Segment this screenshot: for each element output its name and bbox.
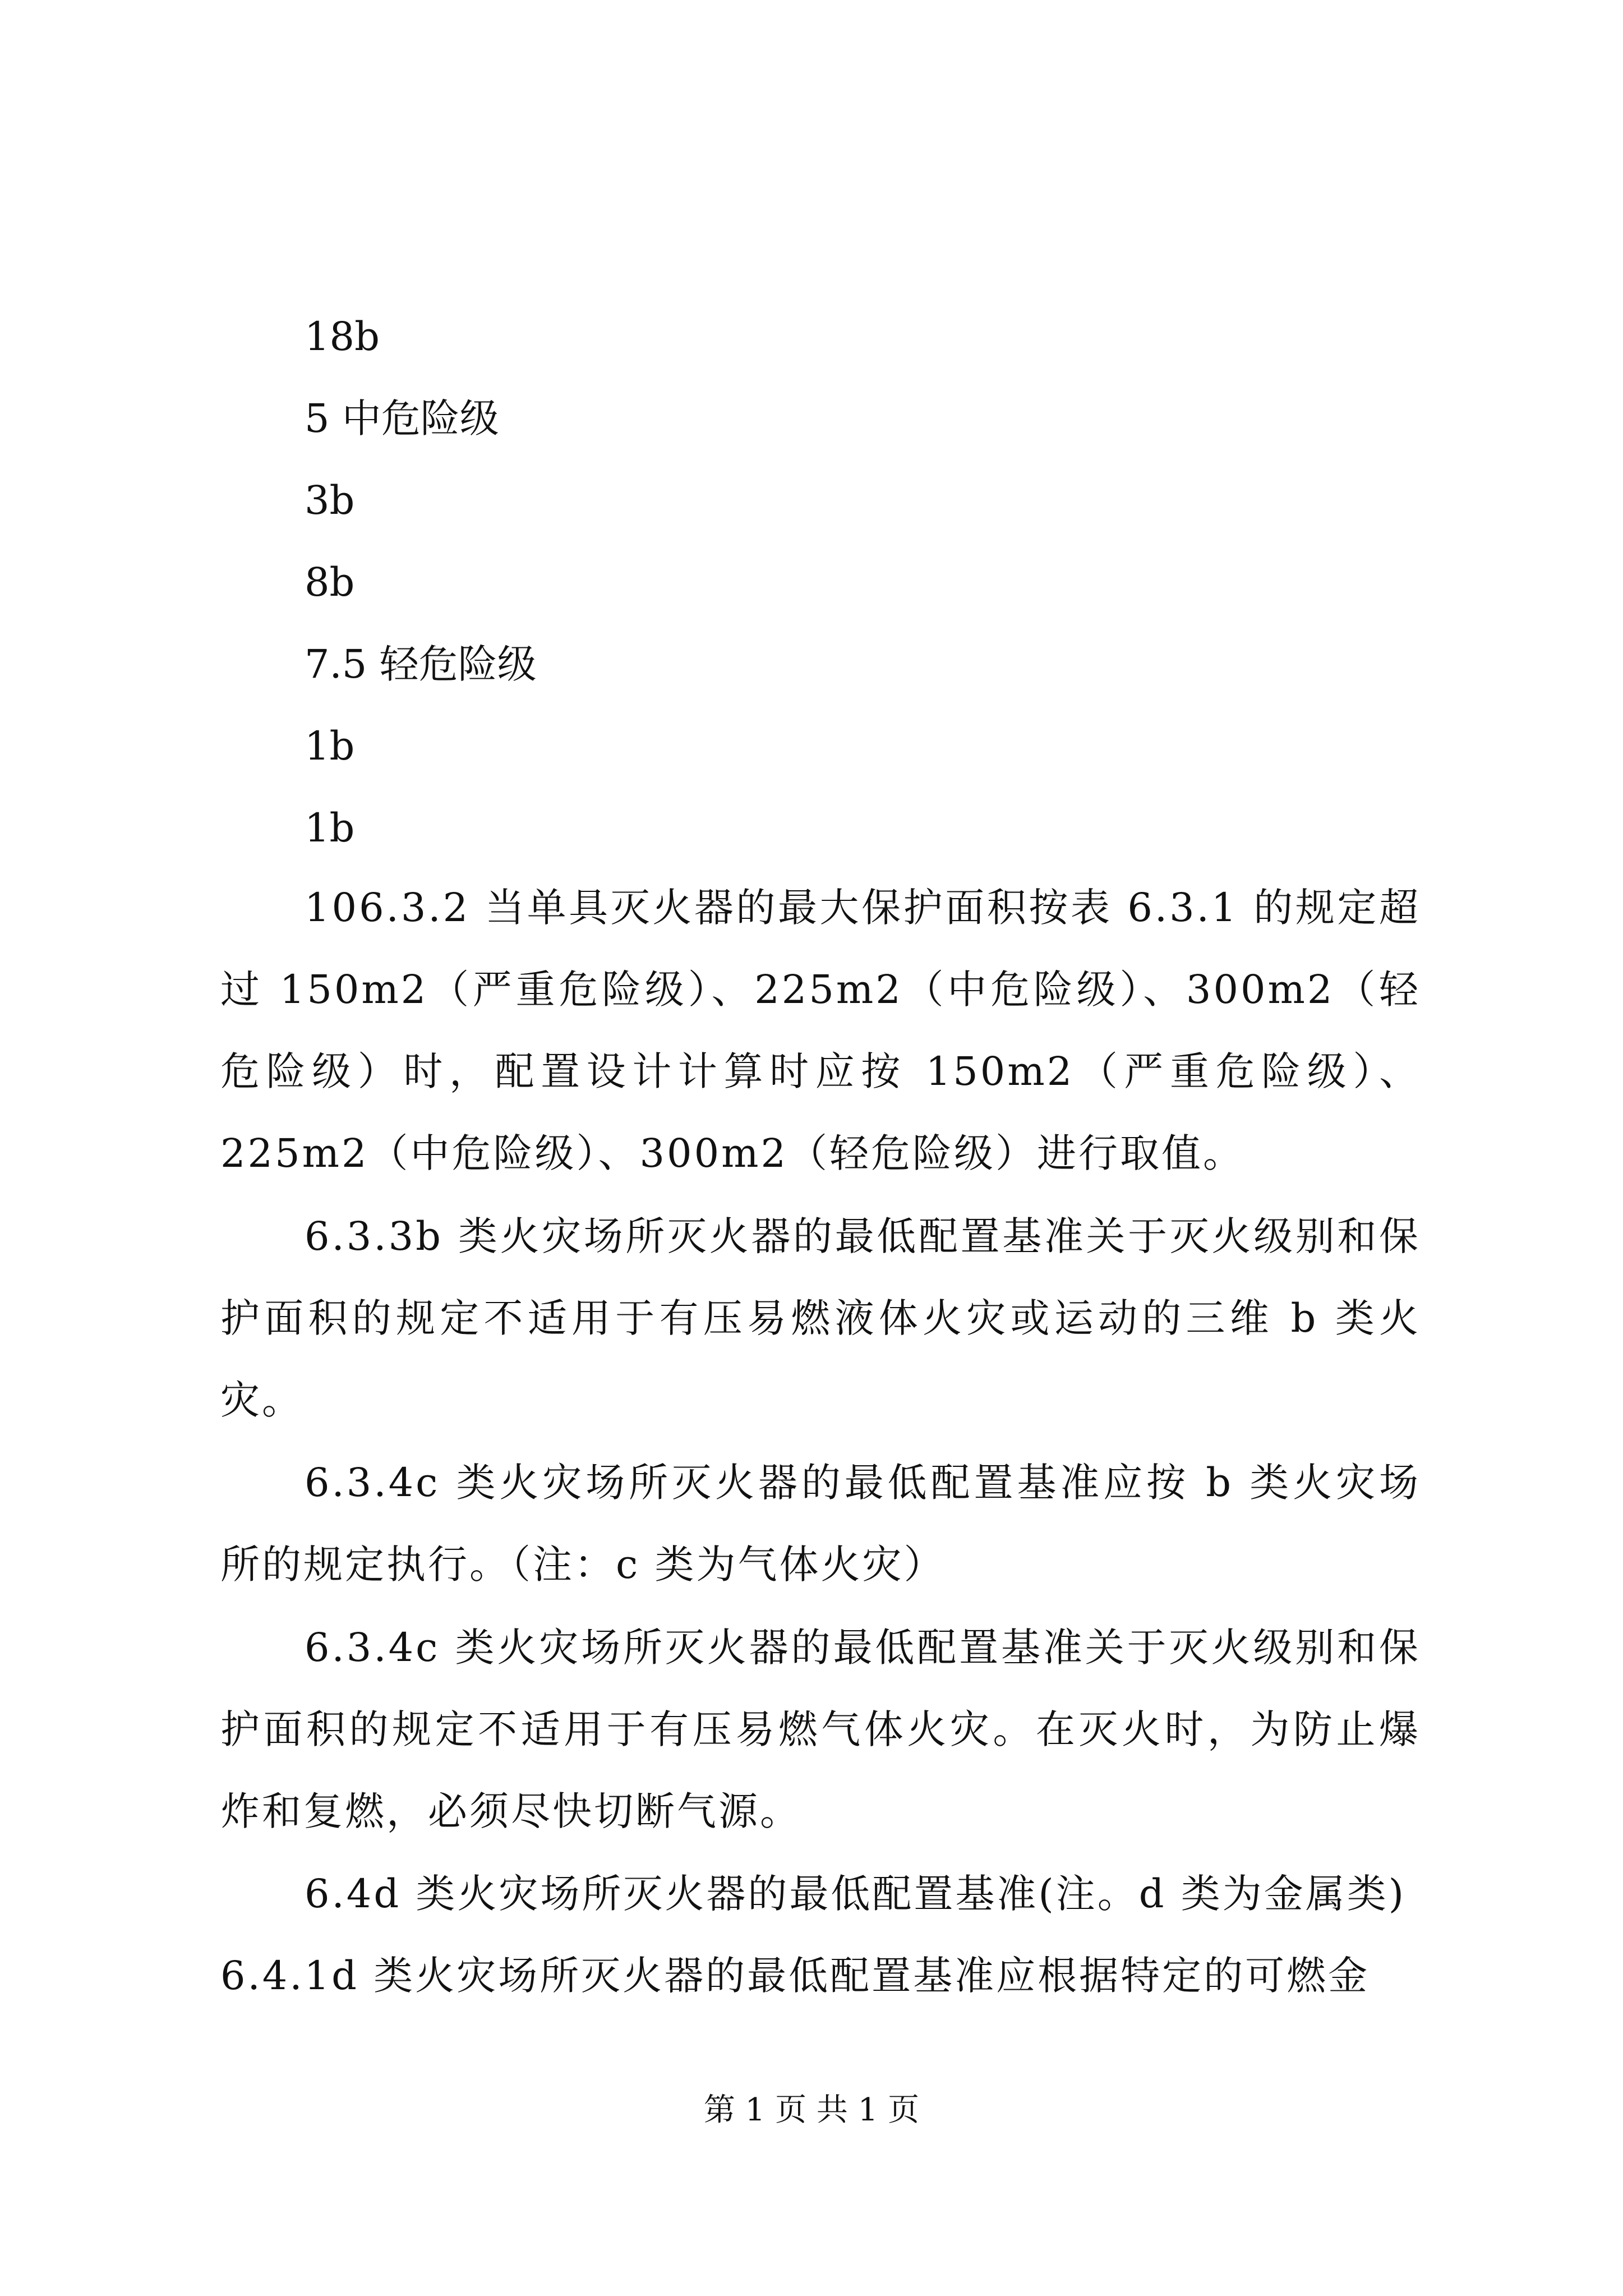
paragraph: 6.3.3b 类火灾场所灭火器的最低配置基准关于灭火级别和保护面积的规定不适用于有压易燃液体火灾或运动的三维 b 类火灾。 bbox=[220, 1213, 1421, 1423]
paragraph: 6.4d 类火灾场所灭火器的最低配置基准(注。d 类为金属类) bbox=[305, 1871, 1407, 1917]
text-line: 3b bbox=[305, 477, 355, 523]
paragraph: 106.3.2 当单具灭火器的最大保护面积按表 6.3.1 的规定超过 150m2（严重危险级）、225m2（中危险级）、300m2（轻危险级）时，配置设计计算时应按 150m2（严重危险级）、225m2（中危险级）、300m2（轻危险级）进行取值。 bbox=[220, 885, 1421, 1176]
paragraph: 6.3.4c 类火灾场所灭火器的最低配置基准关于灭火级别和保护面积的规定不适用于有压易燃气体火灾。在灭火时，为防止爆炸和复燃，必须尽快切断气源。 bbox=[220, 1625, 1421, 1834]
text-line: 8b bbox=[305, 559, 355, 605]
page-footer: 第 1 页 共 1 页 bbox=[703, 2092, 920, 2128]
text-line: 7.5 轻危险级 bbox=[305, 641, 537, 687]
text-line: 1b bbox=[305, 805, 355, 851]
text-line: 18b bbox=[305, 314, 380, 360]
text-line: 5 中危险级 bbox=[305, 395, 499, 441]
paragraph: 6.4.1d 类火灾场所灭火器的最低配置基准应根据特定的可燃金 bbox=[220, 1953, 1370, 1999]
paragraph: 6.3.4c 类火灾场所灭火器的最低配置基准应按 b 类火灾场所的规定执行。（注：c 类为气体火灾） bbox=[220, 1460, 1421, 1588]
text-line: 1b bbox=[305, 723, 355, 769]
